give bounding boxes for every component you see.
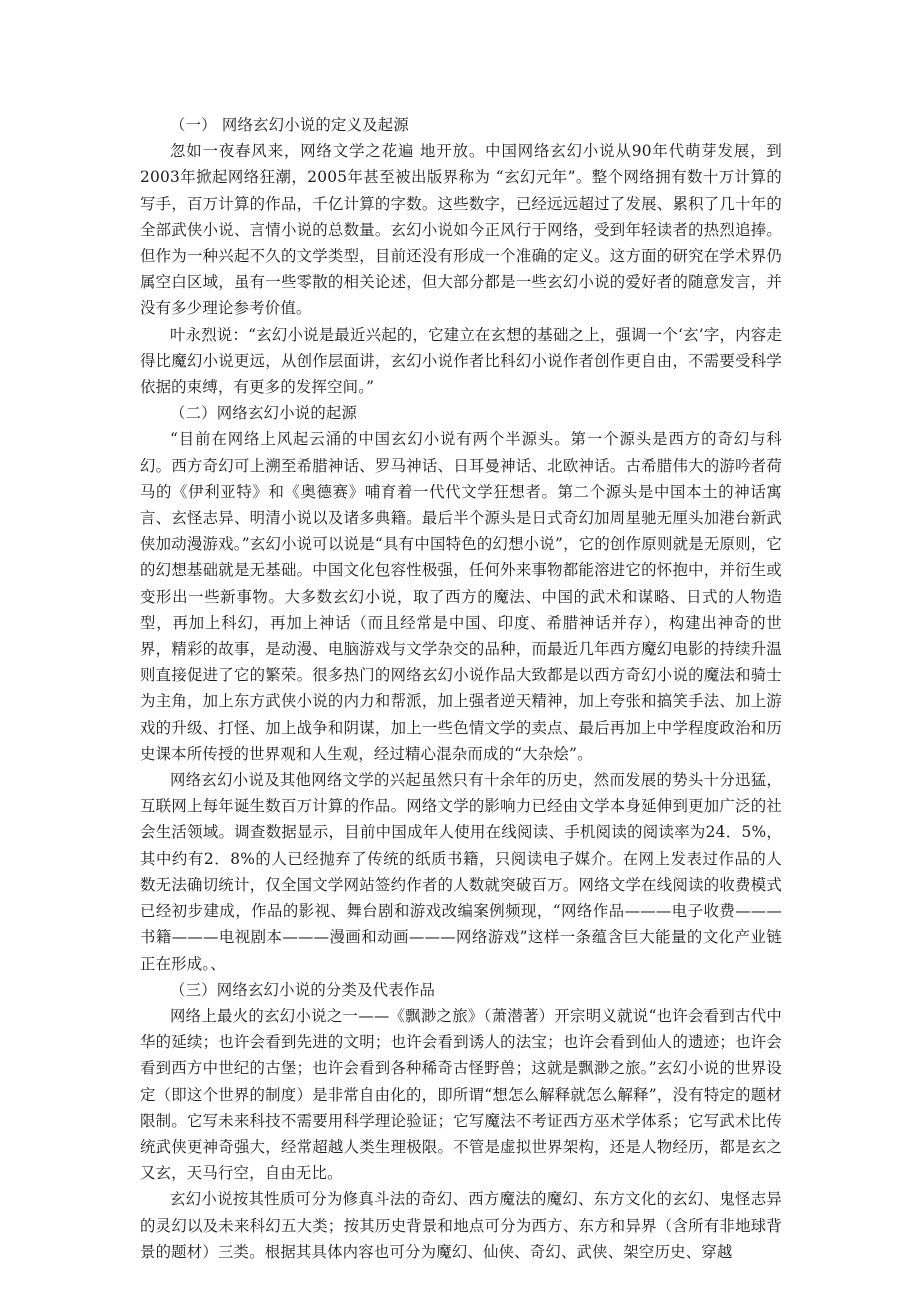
paragraph-classification: 玄幻小说按其性质可分为修真斗法的奇幻、西方魔法的魔幻、东方文化的玄幻、鬼怪志异的灵幻以及未来科幻五大类；按其历史背景和地点可分为西方、东方和异界（含所有非地球背景的题材）三类。根据其具体内容也可分为魔幻、仙侠、奇幻、武侠、架空历史、穿越 (140, 1190, 782, 1261)
paragraph-quote-ye-yonglie: 叶永烈说：“玄幻小说是最近兴起的，它建立在玄想的基础之上，强调一个‘玄’字，内容走得比魔幻小说更远，从创作层面讲，玄幻小说作者比科幻小说作者创作更自由，不需要受科学依据的束缚，有更多的发挥空间。” (140, 325, 782, 397)
section-heading-1: （一） 网络玄幻小说的定义及起源 (170, 116, 409, 134)
section-heading-2: （二）网络玄幻小说的起源 (170, 404, 358, 423)
paragraph-development: 网络玄幻小说及其他网络文学的兴起虽然只有十余年的历史，然而发展的势头十分迅猛，互联网上每年诞生数百万计算的作品。网络文学的影响力已经由文学本身延伸到更加广泛的社会生活领域。调查数据显示，目前中国成年人使用在线阅读、手机阅读的阅读率为24．5%，其中约有2．8%的人已经抛弃了传统的纸质书籍，只阅读电子媒介。在网上发表过作品的人数无法确切统计，仅全国文学网站签约作者的人数就突破百万。网络文学在线阅读的收费模式已经初步建成，作品的影视、舞台剧和游戏改编案例频现，“网络作品———电子收费———书籍———电视剧本———漫画和动画———网络游戏”这样一条蕴含巨大能量的文化产业链正在形成。、 (140, 771, 782, 973)
section-heading-3: （三）网络玄幻小说的分类及代表作品 (170, 980, 436, 999)
paragraph-piaomiao: 网络上最火的玄幻小说之一——《飘渺之旅》（萧潜著）开宗明义就说“也许会看到古代中华的延续；也许会看到先进的文明；也许会看到诱人的法宝；也许会看到仙人的遗迹；也许会看到西方中世纪的古堡；也许会看到各种稀奇古怪野兽；这就是飘渺之旅。”玄幻小说的世界设定（即这个世界的制度）是非常自由化的，即所谓“想怎么解释就怎么解释”，没有特定的题材限制。它写未来科技不需要用科学理论验证；它写魔法不考证西方巫术学体系；它写武术比传统武侠更神奇强大，经常超越人类生理极限。不管是虚拟世界架构，还是人物经历，都是玄之又玄，天马行空，自由无比。 (140, 1006, 782, 1183)
paragraph-origins: “目前在网络上风起云涌的中国玄幻小说有两个半源头。第一个源头是西方的奇幻与科幻。西方奇幻可上溯至希腊神话、罗马神话、日耳曼神话、北欧神话。古希腊伟大的游吟者荷马的《伊利亚特》和《奥德赛》哺育着一代代文学狂想者。第二个源头是中国本土的神话寓言、玄怪志异、明清小说以及诸多典籍。最后半个源头是日式奇幻加周星驰无厘头加港台新武侠加动漫游戏。”玄幻小说可以说是“具有中国特色的幻想小说”，它的创作原则就是无原则，它的幻想基础就是无基础。中国文化包容性极强，任何外来事物都能溶进它的怀抱中，并衍生或变形出一些新事物。大多数玄幻小说，取了西方的魔法、中国的武术和谋略、日式的人物造型，再加上科幻，再加上神话（而且经常是中国、印度、希腊神话并存），构建出神奇的世界，精彩的故事，是动漫、电脑游戏与文学杂交的品种，而最近几年西方魔幻电影的持续升温则直接促进了它的繁荣。很多热门的网络玄幻小说作品大致都是以西方奇幻小说的魔法和骑士为主角，加上东方武侠小说的内力和帮派，加上强者逆天精神，加上夸张和搞笑手法、加上游戏的升级、打怪、加上战争和阴谋，加上一些色情文学的卖点、最后再加上中学程度政治和历史课本所传授的世界观和人生观，经过精心混杂而成的“大杂烩”。 (140, 430, 782, 763)
paragraph-definition: 忽如一夜春风来，网络文学之花遍 地开放。中国网络玄幻小说从90年代萌芽发展，到2003年掀起网络狂潮，2005年甚至被出版界称为 “玄幻元年”。整个网络拥有数十万计算的写手，百万计算的作品，千亿计算的字数。这些数字，已经远远超过了发展、累积了几十年的全部武侠小说、言情小说的总数量。玄幻小说如今正风行于网络，受到年轻读者的热烈追捧。但作为一种兴起不久的文学类型，目前还没有形成一个准确的定义。这方面的研究在学术界仍属空白区域，虽有一些零散的相关论述，但大部分都是一些玄幻小说的爱好者的随意发言，并没有多少理论参考价值。 (140, 142, 782, 318)
document-body (140, 112, 782, 1265)
